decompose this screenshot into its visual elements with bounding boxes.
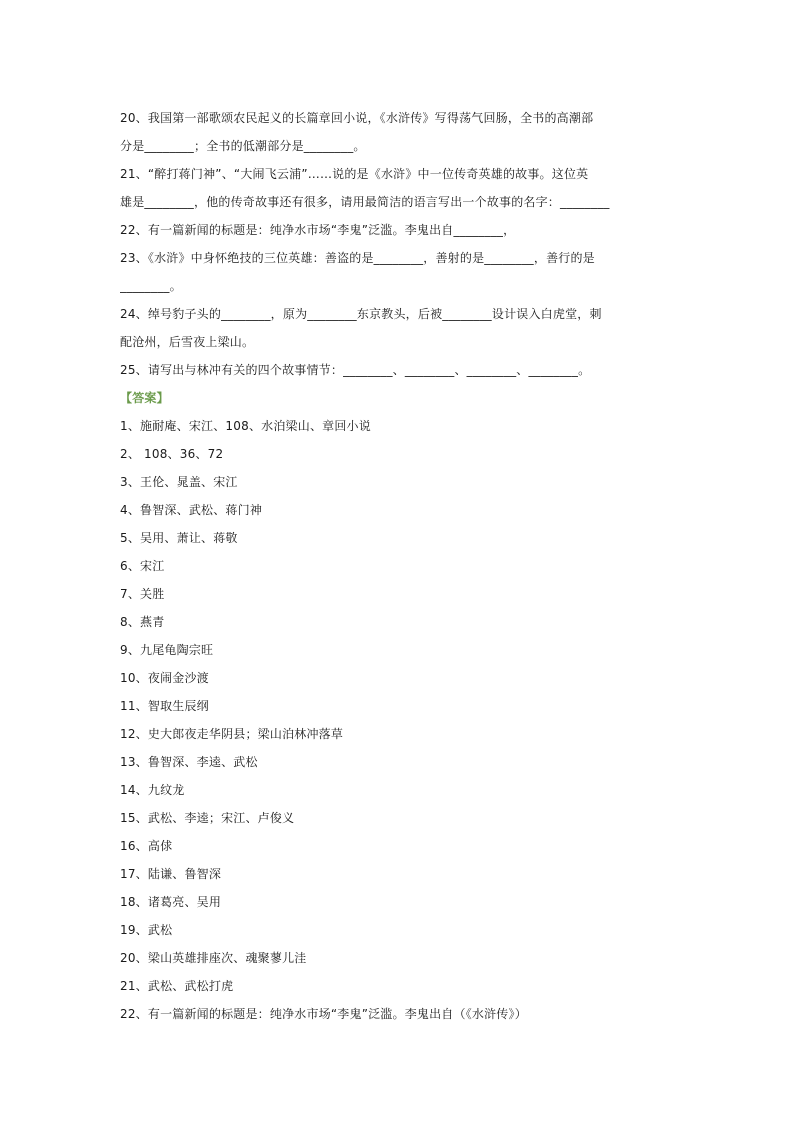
question-line: 21、“醉打蒋门神”、“大闹飞云浦”……说的是《水浒》中一位传奇英雄的故事。这位英 [120, 167, 589, 181]
answer-line: 17、陆谦、鲁智深 [120, 867, 222, 881]
question-line: 23、《水浒》中身怀绝技的三位英雄：善盗的是________，善射的是________，善行的是 [120, 251, 595, 265]
document-body [120, 104, 680, 1028]
question-line: 25、请写出与林冲有关的四个故事情节：________、________、________、________。 [120, 363, 591, 377]
question-line: 24、绰号豹子头的________，原为________东京教头，后被________设计误入白虎堂，刺 [120, 307, 602, 321]
answer-line: 20、梁山英雄排座次、魂聚蓼儿洼 [120, 951, 307, 965]
answer-line: 10、夜闹金沙渡 [120, 671, 209, 685]
question-line: 分是________；全书的低潮部分是________。 [120, 139, 366, 153]
answer-line: 11、智取生辰纲 [120, 699, 209, 713]
answer-heading: 【答案】 [120, 391, 169, 405]
answer-line: 6、宋江 [120, 559, 165, 573]
answer-line: 15、武松、李逵；宋江、卢俊义 [120, 811, 295, 825]
answer-line: 1、施耐庵、宋江、108、水泊梁山、章回小说 [120, 419, 371, 433]
answer-line: 16、高俅 [120, 839, 173, 853]
answer-line: 9、九尾龟陶宗旺 [120, 643, 214, 657]
answer-line: 12、史大郎夜走华阴县；梁山泊林冲落草 [120, 727, 344, 741]
answer-line: 22、有一篇新闻的标题是：纯净水市场“李鬼”泛滥。李鬼出自（《水浒传》） [120, 1007, 527, 1021]
answer-line: 5、吴用、萧让、蒋敬 [120, 531, 238, 545]
answer-line: 18、诸葛亮、吴用 [120, 895, 222, 909]
question-line: ________。 [120, 279, 182, 293]
answer-line: 13、鲁智深、李逵、武松 [120, 755, 258, 769]
answer-line: 3、王伦、晁盖、宋江 [120, 475, 238, 489]
question-line: 20、我国第一部歌颂农民起义的长篇章回小说，《水浒传》写得荡气回肠，全书的高潮部 [120, 111, 594, 125]
question-line: 22、有一篇新闻的标题是：纯净水市场“李鬼”泛滥。李鬼出自________， [120, 223, 516, 237]
answer-line: 8、燕青 [120, 615, 165, 629]
question-line: 配沧州，后雪夜上梁山。 [120, 335, 255, 349]
answer-line: 2、 108、36、72 [120, 447, 224, 461]
answer-line: 7、关胜 [120, 587, 165, 601]
answer-line: 21、武松、武松打虎 [120, 979, 234, 993]
question-line: 雄是________，他的传奇故事还有很多，请用最简洁的语言写出一个故事的名字：________ [120, 195, 610, 209]
answer-line: 14、九纹龙 [120, 783, 185, 797]
answer-line: 19、武松 [120, 923, 173, 937]
answer-line: 4、鲁智深、武松、蒋门神 [120, 503, 263, 517]
